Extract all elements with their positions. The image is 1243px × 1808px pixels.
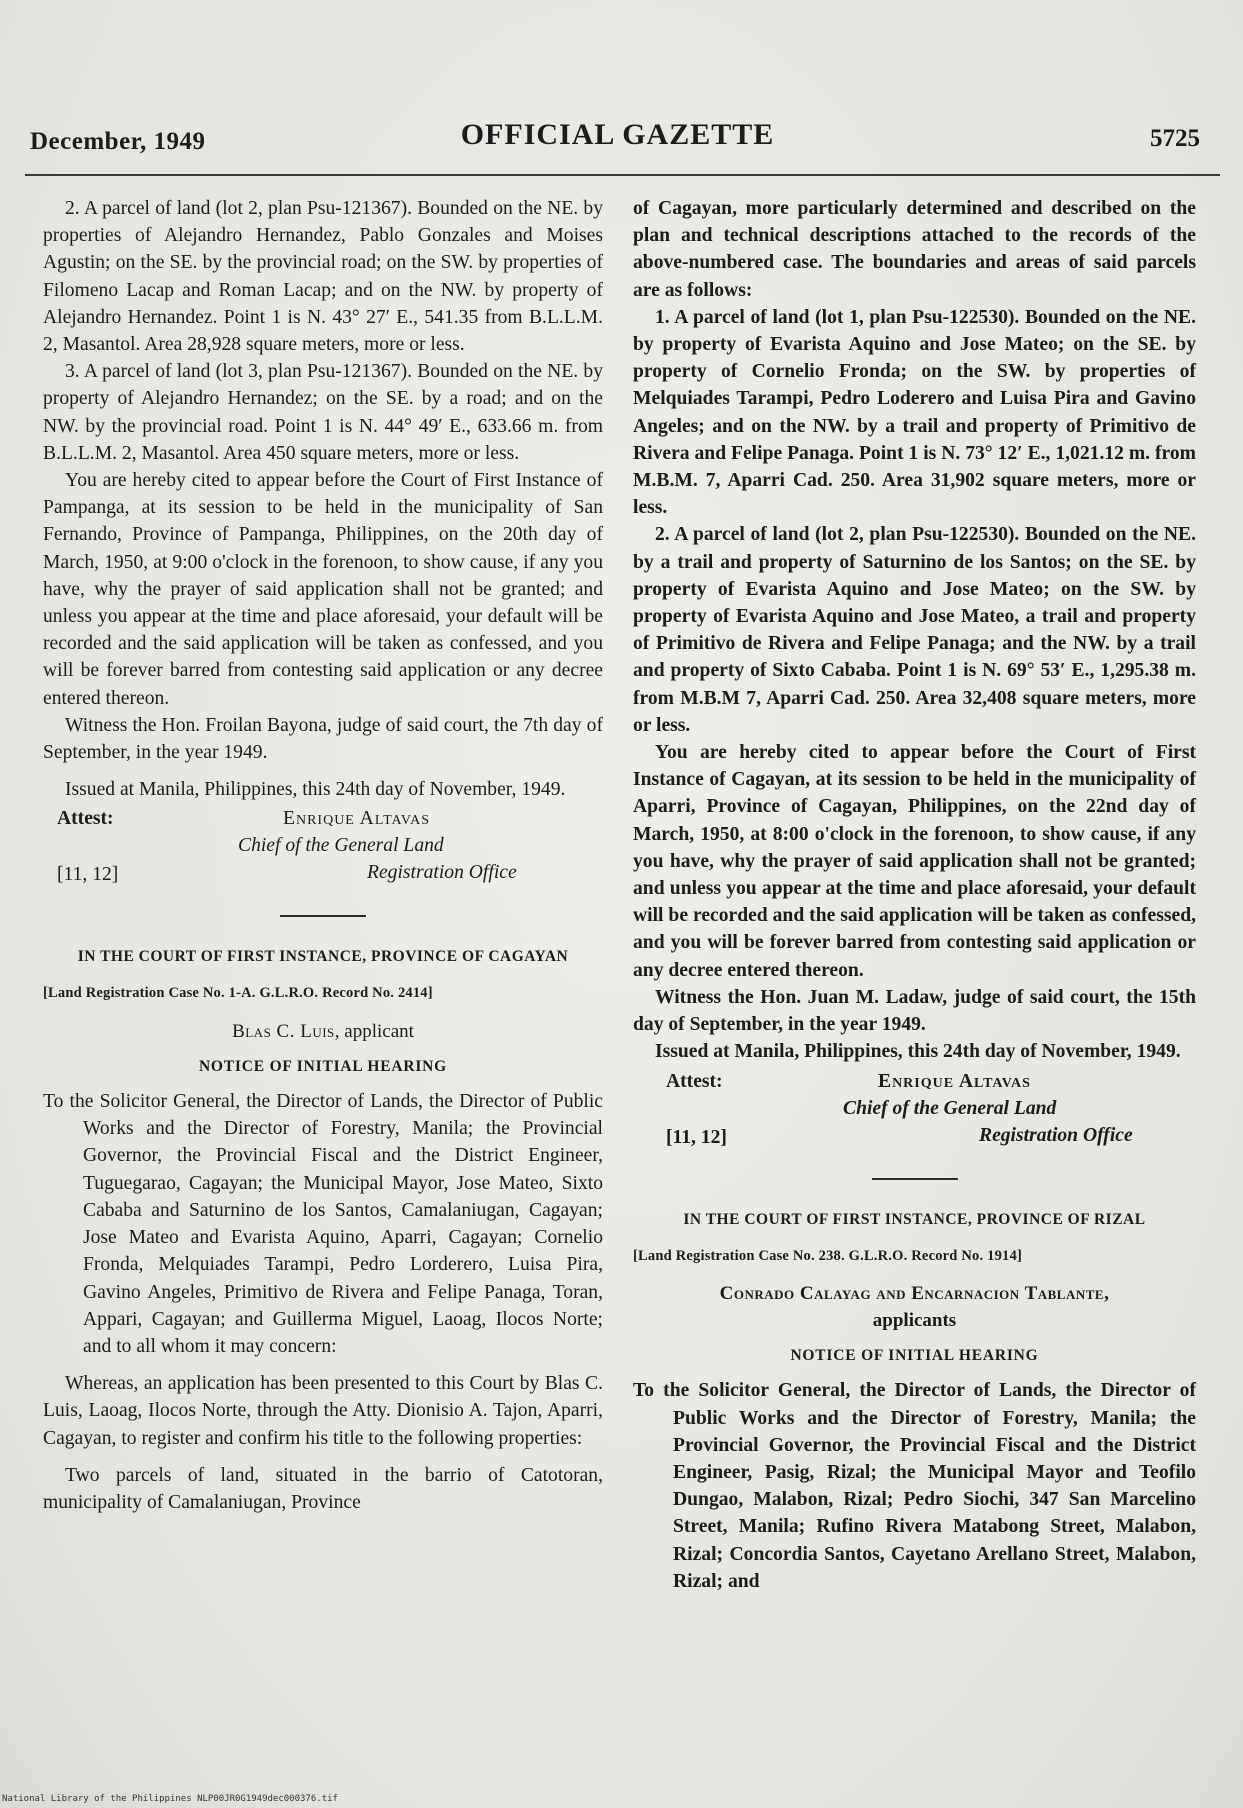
case-number: [Land Registration Case No. 1-A. G.L.R.O. Record No. 2414]: [43, 985, 433, 1002]
attest-label: Attest:: [57, 808, 114, 830]
section-divider: [280, 915, 366, 917]
left-column: [43, 195, 603, 1516]
right-continuation: of Cagayan, more particularly determined and described on the plan and technical descriptions attached to the records of the above-numbered case. The boundaries and areas of said parcels are as follows:: [633, 198, 1196, 301]
attest-name: Enrique Altavas: [283, 808, 431, 830]
left-parcel-3: 3. A parcel of land (lot 3, plan Psu-121367). Bounded on the NE. by property of Alejandro Hernandez; on the SE. by a road; and on the NW. by the provincial road. Point 1 is N. 44° 49′ E., 633.66 m. from B.L.L.M. 2, Masantol. Area 450 square meters, more or less.: [43, 361, 603, 464]
right-parcel-2: 2. A parcel of land (lot 2, plan Psu-122530). Bounded on the NE. by a trail and property of Saturnino de los Santos; on the SE. by property of Evarista Aquino and Jose Mateo; on the SW. by property of Evarista Aquino and Jose Mateo, a trail and property of Primitivo de Rivera and Felipe Panaga; and the NW. by a trail and property of Sixto Cababa. Point 1 is N. 69° 53′ E., 1,295.38 m. from M.B.M 7, Aparri Cad. 250. Area 32,408 square meters, more or less.: [633, 524, 1196, 736]
left-two-parcels: Two parcels of land, situated in the barrio of Catotoran, municipality of Camalaniugan, Province: [43, 1464, 603, 1513]
attest-title-line2: Registration Office: [979, 1124, 1133, 1146]
attest-number: [11, 12]: [57, 864, 119, 886]
header-rule: [25, 174, 1220, 176]
applicant-line: [633, 1280, 1196, 1334]
right-witness: Witness the Hon. Juan M. Ladaw, judge of said court, the 15th day of September, in the year 1949.: [633, 986, 1196, 1036]
left-whereas: Whereas, an application has been presented to this Court by Blas C. Luis, Laoag, Ilocos Norte, through the Atty. Dionisio A. Tajon, Aparri, Cagayan, to register and confirm his title to the following properties:: [43, 1373, 603, 1449]
right-issued: Issued at Manila, Philippines, this 24th day of November, 1949.: [655, 1041, 1181, 1063]
attest-name: Enrique Altavas: [878, 1070, 1031, 1092]
applicant-name: Blas C. Luis: [232, 1020, 335, 1042]
left-attest-block: [43, 805, 603, 897]
attest-number: [11, 12]: [666, 1126, 727, 1148]
applicant-suffix: , applicant: [334, 1020, 414, 1042]
attest-title-line1: Chief of the General Land: [843, 1097, 1057, 1119]
scan-footer: National Library of the Philippines NLP00JR0G1949dec000376.tif: [2, 1794, 338, 1804]
attest-label: Attest:: [666, 1070, 723, 1092]
header-title: OFFICIAL GAZETTE: [460, 118, 775, 151]
attest-title-line2: Registration Office: [367, 862, 517, 884]
applicant-line: [43, 1018, 603, 1045]
addressee-list: To the Solicitor General, the Director of Lands, the Director of Public Works and the Director of Forestry, Manila; the Provincial Governor, the Provincial Fiscal and the District Engineer, Tuguegarao, Cagayan; the Municipal Mayor, Jose Mateo, Sixto Cababa and Saturnino de los Santos, Camalaniugan, Cagayan; Jose Mateo and Evarista Aquino, Aparri, Cagayan; Cornelio Fronda, Melquiades Tarampi, Pedro Lorderero, Luisa Pira, Gavino Angeles, Primitivo de Rivera and Felipe Panaga, Toran, Appari, Cagayan; and Guillerma Miguel, Laoag, Ilocos Norte; and to all whom it may concern:: [43, 1091, 603, 1357]
section-divider: [872, 1178, 958, 1180]
header-date: December, 1949: [30, 128, 206, 155]
left-witness: Witness the Hon. Froilan Bayona, judge of said court, the 7th day of September, in the year 1949.: [43, 714, 603, 764]
right-citation: You are hereby cited to appear before the Court of First Instance of Cagayan, at its session to be held in the municipality of Aparri, Province of Cagayan, Philippines, on the 22nd day of March, 1950, at 8:00 o'clock in the forenoon, to show cause, if any you have, why the prayer of said application shall not be granted; and unless you appear at the time and place aforesaid, your default will be recorded and the said application will be taken as confessed, and you will be forever barred from contesting said application or any decree entered thereon.: [633, 742, 1196, 981]
notice-heading: NOTICE OF INITIAL HEARING: [198, 1057, 448, 1075]
addressee-list: To the Solicitor General, the Director of Lands, the Director of Public Works and the Director of Forestry, Manila; the Provincial Governor, the Provincial Fiscal and the District Engineer, Pasig, Rizal; the Municipal Mayor and Teofilo Dungao, Malabon, Rizal; Pedro Siochi, 347 San Marcelino Street, Manila; Rufino Rivera Matabong Street, Malabon, Rizal; Concordia Santos, Cayetano Arellano Street, Malabon, Rizal; and: [633, 1380, 1196, 1592]
case-number: [Land Registration Case No. 238. G.L.R.O. Record No. 1914]: [633, 1247, 1022, 1264]
left-parcel-2: 2. A parcel of land (lot 2, plan Psu-121367). Bounded on the NE. by properties of Alejandro Hernandez, Pablo Gonzales and Moises Agustin; on the SE. by the provincial road; on the SW. by properties of Filomeno Lacap and Roman Lacap; and on the NW. by property of Alejandro Hernandez. Point 1 is N. 43° 27′ E., 541.35 from B.L.L.M. 2, Masantol. Area 28,928 square meters, more or less.: [43, 198, 603, 356]
page-header: [30, 118, 1205, 158]
notice-heading: NOTICE OF INITIAL HEARING: [790, 1347, 1039, 1365]
applicant-names: Conrado Calayag and Encarnacion Tablante,: [719, 1282, 1110, 1304]
court-heading: IN THE COURT OF FIRST INSTANCE, PROVINCE OF RIZAL: [683, 1210, 1146, 1228]
left-issued: Issued at Manila, Philippines, this 24th day of November, 1949.: [65, 779, 566, 801]
header-page-number: 5725: [1150, 125, 1200, 152]
court-heading: IN THE COURT OF FIRST INSTANCE, PROVINCE OF CAGAYAN: [77, 948, 569, 966]
attest-title-line1: Chief of the General Land: [238, 835, 444, 857]
applicant-suffix: applicants: [872, 1309, 957, 1331]
left-citation: You are hereby cited to appear before the Court of First Instance of Pampanga, at its session to be held in the municipality of San Fernando, Province of Pampanga, Philippines, on the 20th day of March, 1950, at 9:00 o'clock in the forenoon, to show cause, if any you have, why the prayer of said application shall not be granted; and unless you appear at the time and place aforesaid, your default will be recorded and the said application will be taken as confessed, and you will be forever barred from contesting said application or any decree entered thereon.: [43, 470, 603, 709]
right-attest-block: [633, 1068, 1196, 1160]
right-column: [633, 195, 1196, 1595]
right-parcel-1: 1. A parcel of land (lot 1, plan Psu-122530). Bounded on the NE. by property of Evarista Aquino and Jose Mateo; on the SE. by property of Cornelio Fronda; on the SW. by properties of Melquiades Tarampi, Pedro Loderero and Luisa Pira and Gavino Angeles; and on the NW. by a trail and property of Primitivo de Rivera and Felipe Panaga. Point 1 is N. 73° 12′ E., 1,021.12 m. from M.B.M. 7, Aparri Cad. 250. Area 31,902 square meters, more or less.: [633, 306, 1196, 519]
